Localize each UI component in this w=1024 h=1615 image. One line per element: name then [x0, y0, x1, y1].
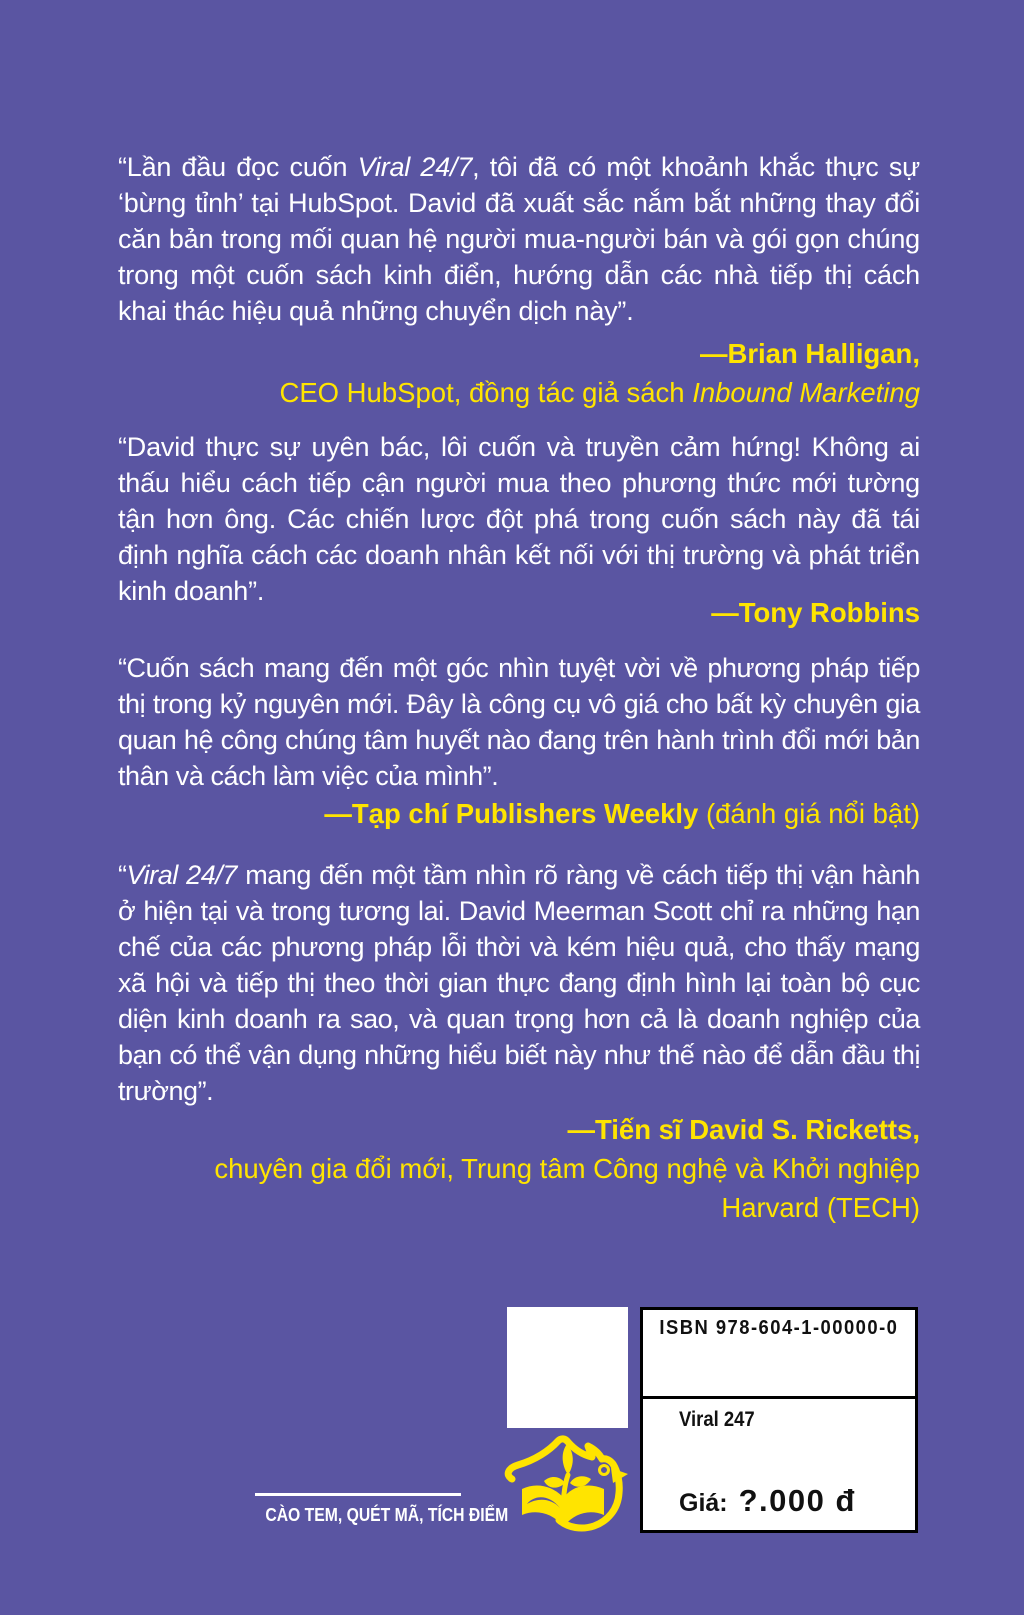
quote-1-body: , tôi đã có một khoảnh khắc thực sự ‘bừng tỉnh’ tại HubSpot. David đã xuất sắc nắm bắt những thay đổi căn bản trong mối quan hệ người mua-người bán và gói gọn chúng trong một cuốn sách kinh điển, hướng dẫn các nhà tiếp thị cách khai thác hiệu quả những chuyển dịch này”. [118, 152, 921, 326]
isbn-text: ISBN 978-604-1-00000-0 [659, 1317, 899, 1339]
price-label: Giá: [679, 1489, 728, 1517]
testimonial-quote-3 [118, 650, 920, 794]
isbn-price-box [640, 1307, 918, 1533]
barcode-area [643, 1310, 915, 1399]
quote-1-attribution-book: Inbound Marketing [692, 377, 920, 408]
quote-3-attribution-name: —Tạp chí Publishers Weekly [324, 798, 699, 829]
price-value: ?.000 đ [738, 1483, 856, 1518]
testimonial-quote-4 [118, 857, 920, 1109]
price-row [679, 1483, 856, 1519]
testimonial-quote-1 [118, 149, 920, 329]
dove-eye [600, 1466, 609, 1475]
blank-sticker [507, 1307, 628, 1428]
quote-4-book-title: Viral 24/7 [126, 860, 237, 890]
quote-2-attribution-name: —Tony Robbins [711, 597, 920, 628]
quote-4-attribution-role: chuyên gia đổi mới, Trung tâm Công nghệ và Khởi nghiệp Harvard (TECH) [214, 1153, 920, 1223]
quote-3-attribution [118, 794, 920, 833]
quote-4-attribution [118, 1110, 920, 1227]
quote-3-attribution-line [118, 794, 920, 833]
quote-2-attribution [118, 593, 920, 632]
quote-1-lead: “Lần đầu đọc cuốn [118, 152, 358, 182]
loyalty-text: CÀO TEM, QUÉT MÃ, TÍCH ĐIỂM [265, 1504, 509, 1525]
quote-3-body: “Cuốn sách mang đến một góc nhìn tuyệt vời về phương pháp tiếp thị trong kỷ nguyên mới. Đây là công cụ vô giá cho bất kỳ chuyên gia quan hệ công chúng tâm huyết nào đang trên hành trình đổi mới bản thân và cách làm việc của mình”. [118, 653, 920, 791]
book-code: Viral 247 [679, 1408, 755, 1431]
quote-4-lead: “ [118, 860, 127, 890]
publisher-logo-icon [504, 1434, 632, 1538]
quote-2-body: “David thực sự uyên bác, lôi cuốn và truyền cảm hứng! Không ai thấu hiểu cách tiếp cận người mua theo phương thức mới tường tận hơn ông. Các chiến lược đột phá trong cuốn sách này đã tái định nghĩa cách các doanh nhân kết nối với thị trường và phát triển kinh doanh”. [118, 432, 920, 606]
quote-1-book-title: Viral 24/7 [357, 152, 473, 182]
loyalty-divider [255, 1493, 461, 1496]
quote-3-attribution-note: (đánh giá nổi bật) [698, 798, 920, 829]
quote-4-body: mang đến một tầm nhìn rõ ràng về cách tiếp thị vận hành ở hiện tại và trong tương lai. David Meerman Scott chỉ ra những hạn chế của các phương pháp lỗi thời và kém hiệu quả, cho thấy mạng xã hội và tiếp thị theo thời gian thực đang định hình lại toàn bộ cục diện kinh doanh ra sao, và quan trọng hơn cả là doanh nghiệp của bạn có thể vận dụng những hiểu biết này như thế nào để dẫn đầu thị trường”. [118, 860, 921, 1106]
testimonial-quote-2 [118, 429, 920, 609]
quote-1-attribution-name: —Brian Halligan, [699, 338, 920, 369]
quote-1-attribution-role: CEO HubSpot, đồng tác giả sách Inbound Marketing [279, 377, 920, 408]
quote-4-attribution-name: —Tiến sĩ David S. Ricketts, [567, 1114, 920, 1145]
loyalty-note [249, 1493, 509, 1526]
quote-1-attribution [118, 334, 920, 412]
